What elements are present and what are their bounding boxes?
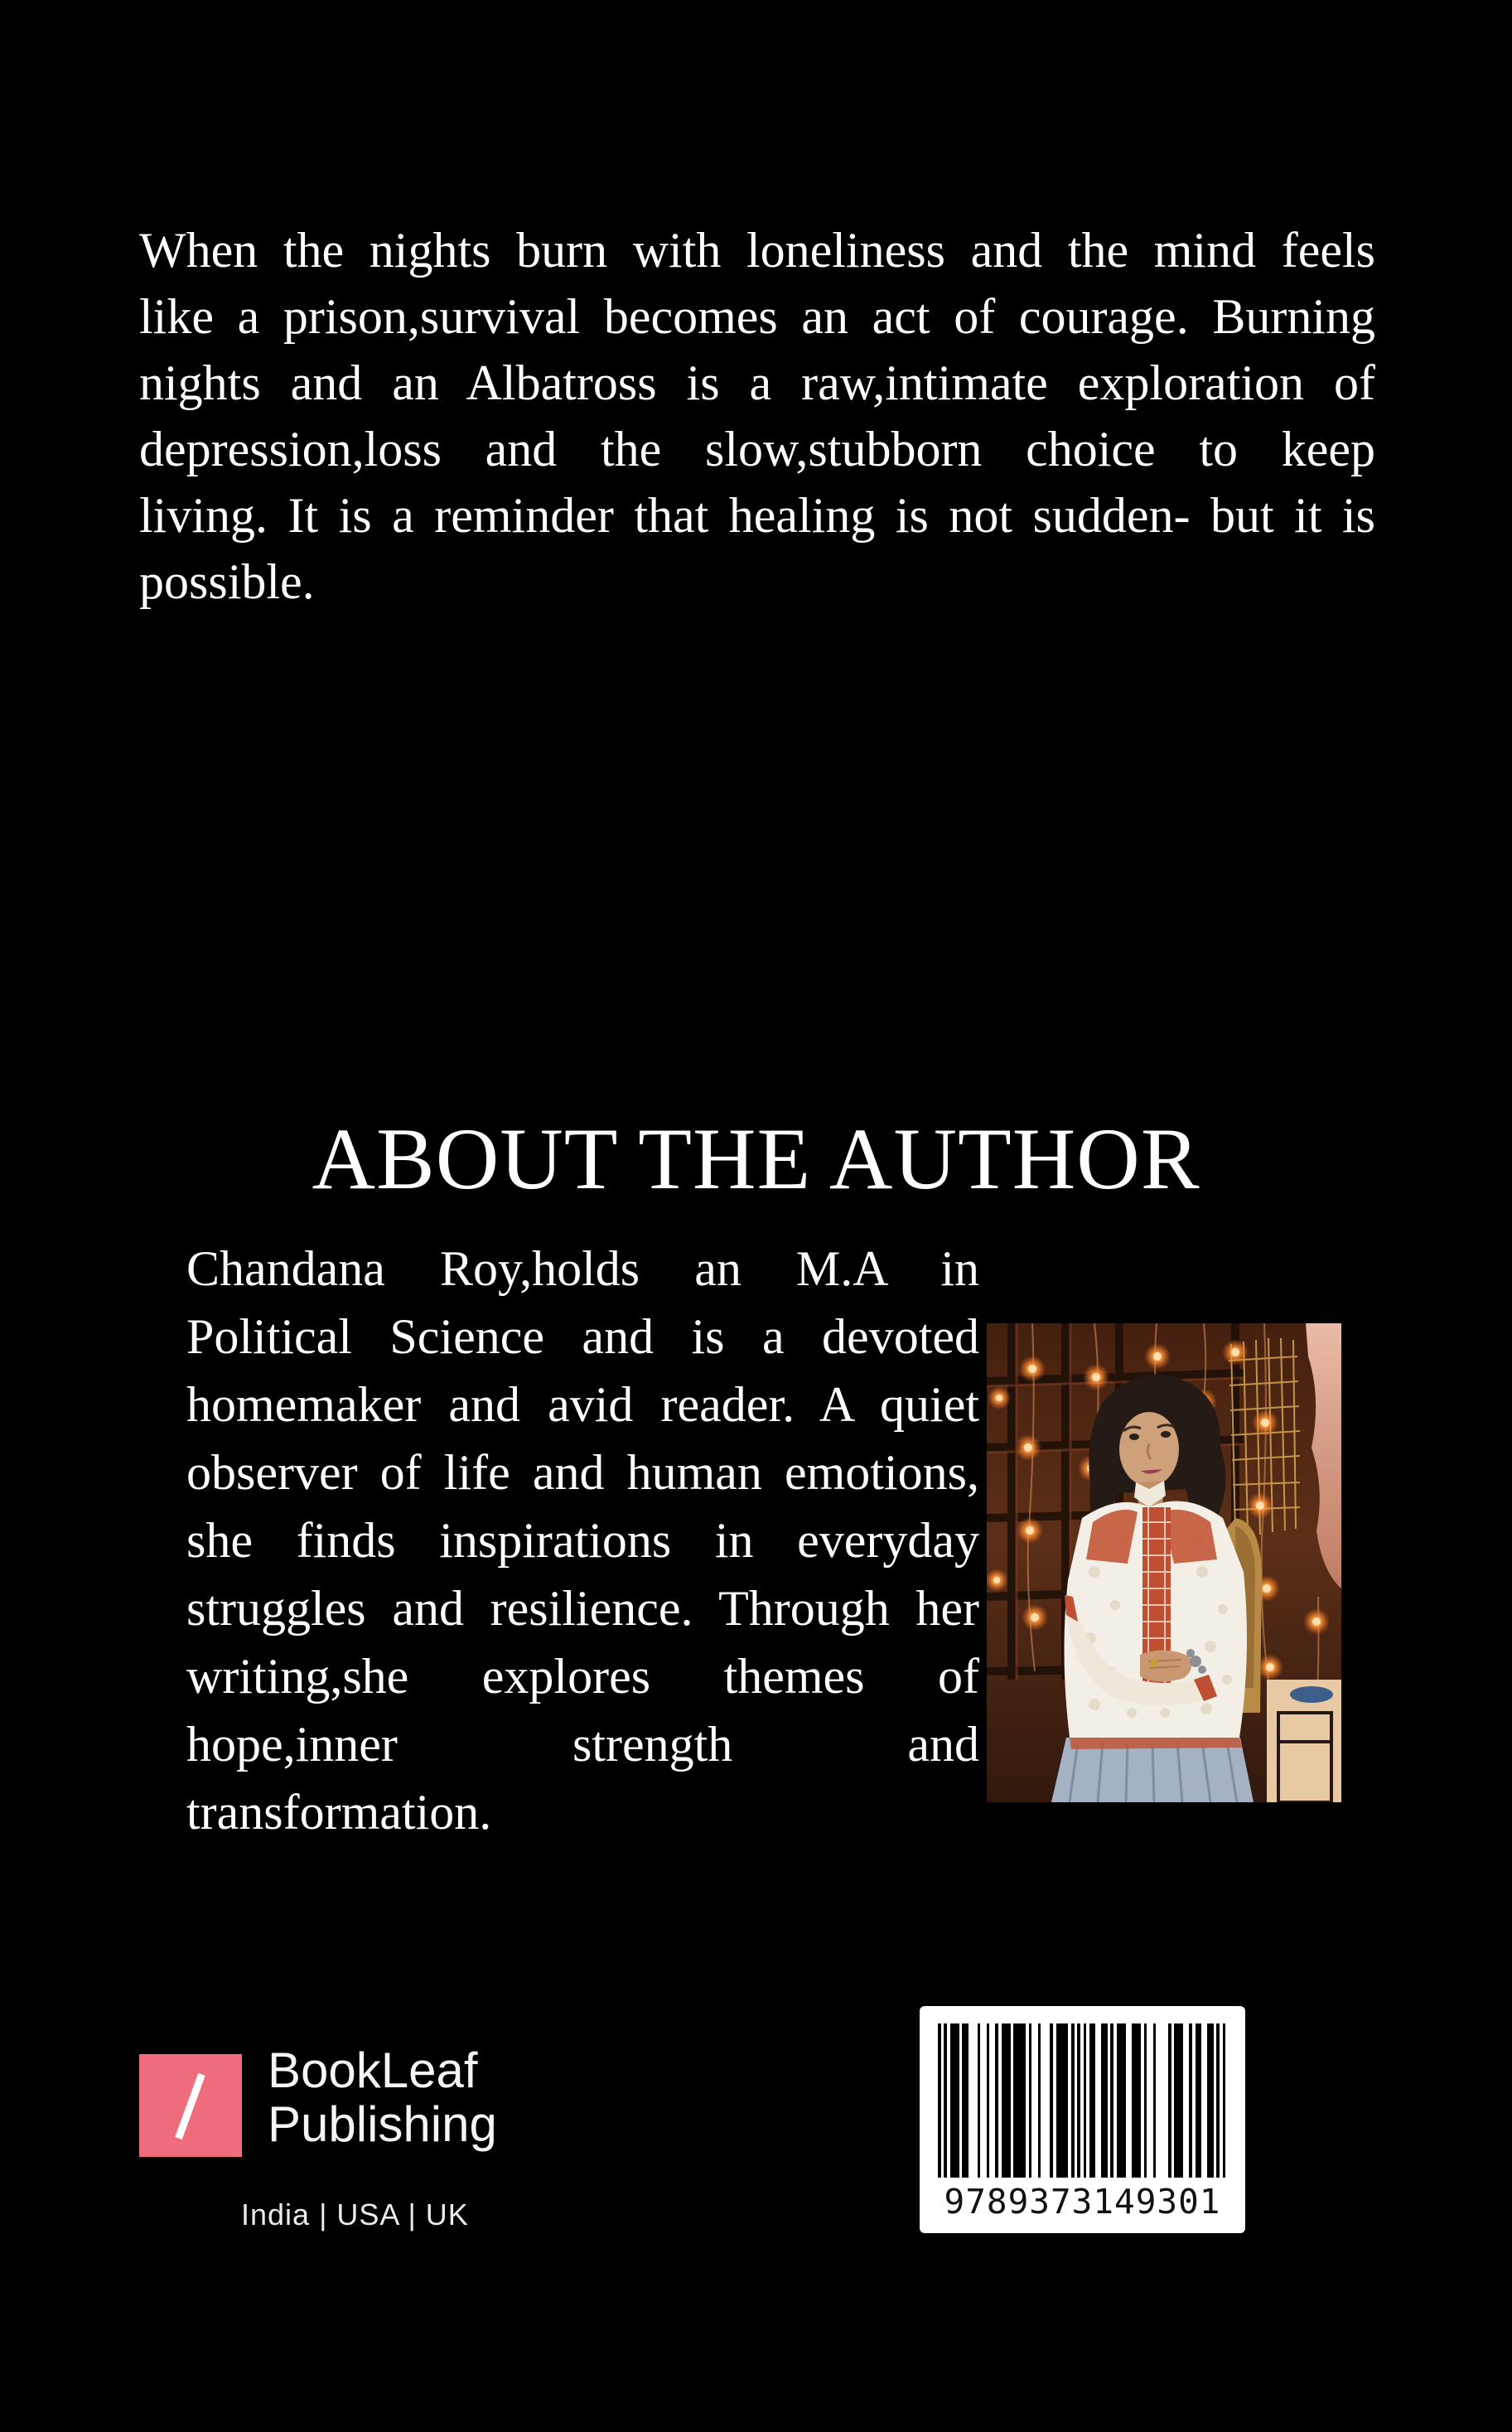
blurb-line: living. It is a reminder that healing is not sudden- but it is — [139, 488, 1375, 543]
barcode-bars — [938, 2023, 1227, 2178]
bio-line: observer of life and human emotions, — [186, 1445, 979, 1500]
about-author-heading: ABOUT THE AUTHOR — [312, 1110, 1200, 1207]
book-blurb — [139, 217, 1375, 615]
publisher-name-line1: BookLeaf — [268, 2043, 478, 2098]
publisher-logo — [139, 2054, 242, 2157]
blurb-line: When the nights burn with loneliness and the mind feels — [139, 223, 1375, 278]
blurb-line: nights and an Albatross is a raw,intimate exploration of — [139, 355, 1375, 410]
bio-line: hope,inner strength and — [186, 1717, 979, 1772]
bio-line: Political Science and is a devoted — [186, 1309, 979, 1364]
blurb-line: possible. — [139, 554, 315, 609]
bio-line: struggles and resilience. Through her — [186, 1581, 979, 1636]
logo-slash-mark — [175, 2073, 205, 2139]
bio-line: transformation. — [186, 1785, 492, 1840]
publisher-name-line2: Publishing — [268, 2096, 497, 2152]
publisher-name — [268, 2043, 497, 2151]
publisher-regions: India | USA | UK — [241, 2198, 469, 2231]
bio-line: homemaker and avid reader. A quiet — [186, 1377, 979, 1432]
author-bio — [186, 1235, 979, 1846]
blurb-line: depression,loss and the slow,stubborn choice to keep — [139, 422, 1375, 476]
isbn-barcode — [920, 2006, 1245, 2233]
bio-line: writing,she explores themes of — [186, 1649, 979, 1704]
blurb-line: like a prison,survival becomes an act of courage. Burning — [139, 289, 1375, 344]
bio-line: Chandana Roy,holds an M.A in — [186, 1241, 979, 1296]
bio-line: she finds inspirations in everyday — [186, 1513, 979, 1568]
isbn-number: 9789373149301 — [944, 2182, 1221, 2222]
author-photo — [987, 1323, 1341, 1802]
